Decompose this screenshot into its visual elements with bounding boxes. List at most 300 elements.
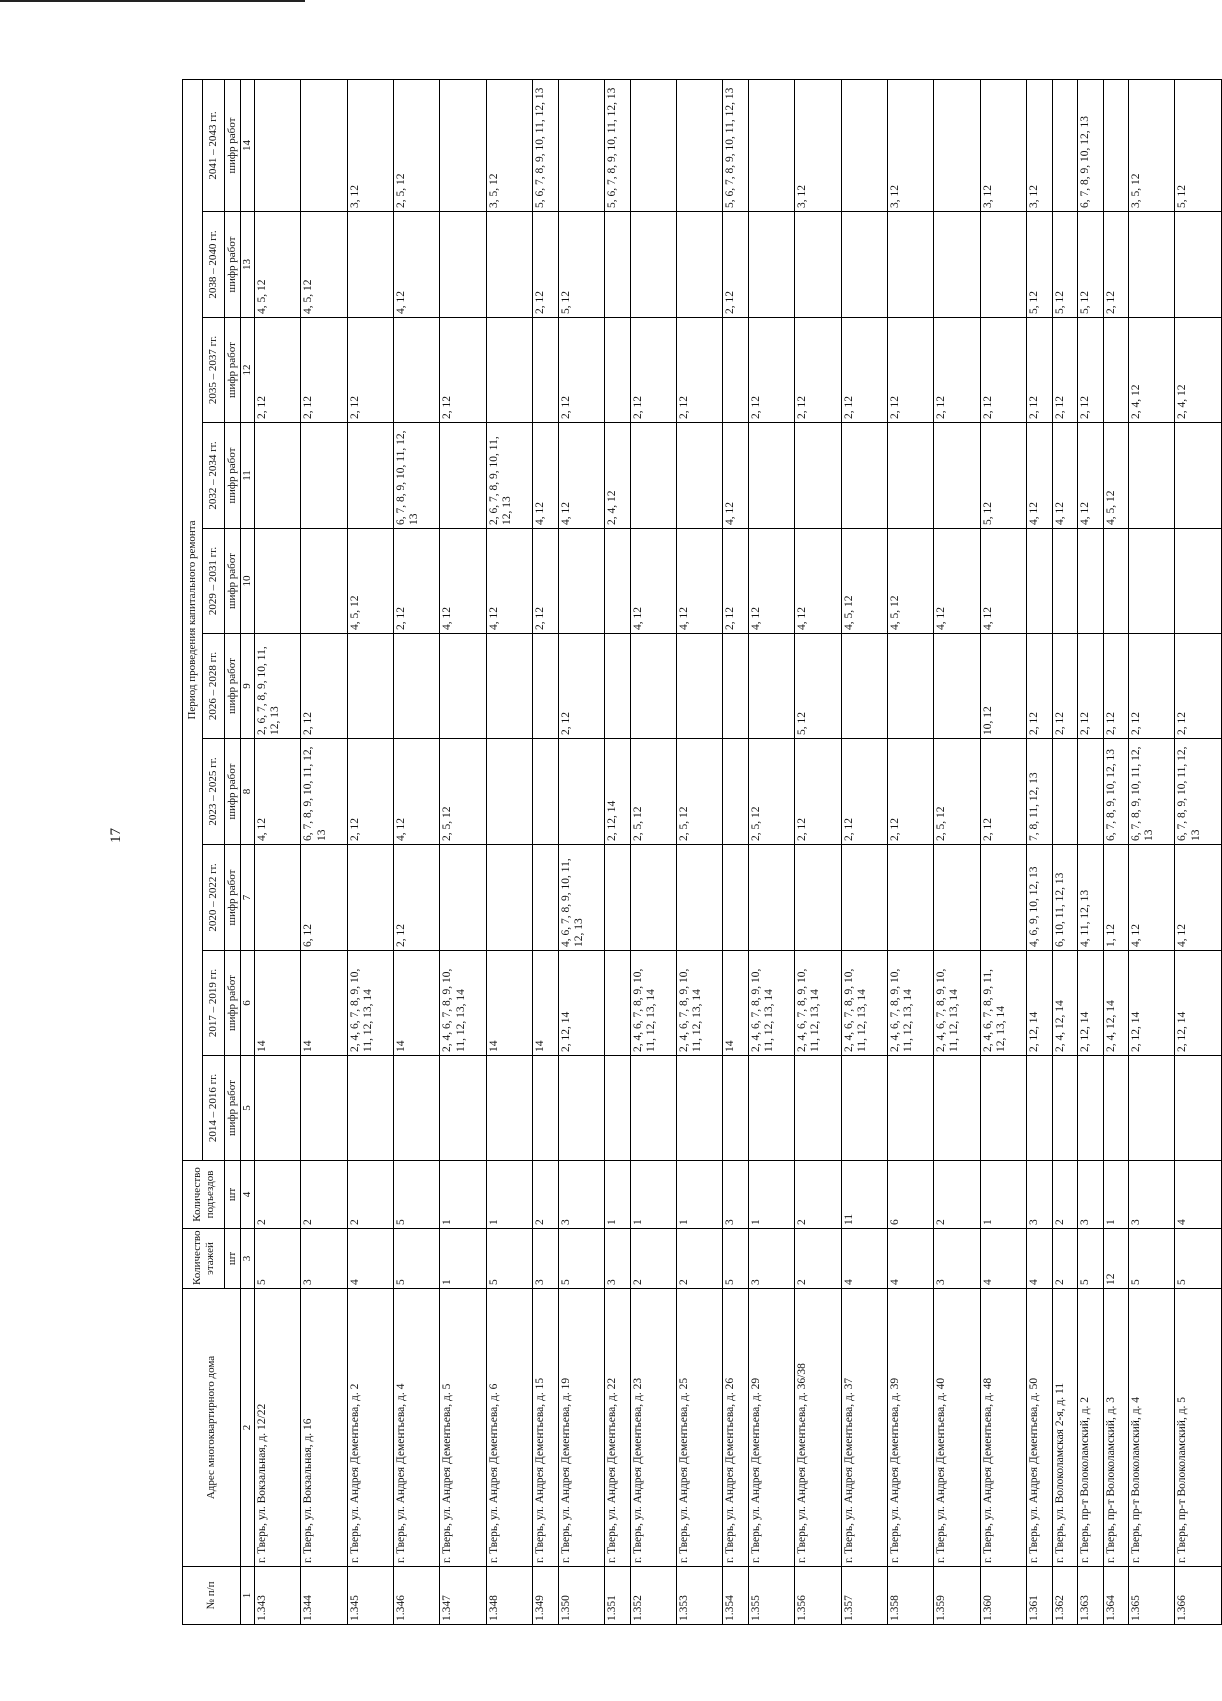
- row-work-codes: [676, 845, 722, 951]
- row-work-codes: 2, 4, 12, 14: [1052, 951, 1078, 1056]
- column-number: 12: [241, 318, 255, 423]
- row-number: 1.354: [723, 1567, 749, 1625]
- column-number: 8: [241, 739, 255, 845]
- row-entrances: 3: [1129, 1161, 1175, 1229]
- row-work-codes: 2, 12: [723, 212, 749, 318]
- row-entrances: 1: [980, 1161, 1026, 1229]
- column-number: 5: [241, 1056, 255, 1161]
- row-work-codes: 2, 4, 12: [1175, 318, 1222, 423]
- row-work-codes: 2, 12: [394, 529, 440, 634]
- row-work-codes: [605, 1056, 631, 1161]
- row-work-codes: 3, 12: [980, 79, 1026, 211]
- row-floors: 4: [887, 1229, 933, 1289]
- table-row: [301, 79, 347, 1624]
- row-work-codes: 2, 12: [558, 318, 604, 423]
- row-work-codes: 2, 4, 6, 7, 8, 9, 10, 11, 12, 13, 14: [748, 951, 794, 1056]
- row-entrances: 2: [1052, 1161, 1078, 1229]
- row-work-codes: [440, 1056, 486, 1161]
- row-entrances: 3: [1026, 1161, 1052, 1229]
- table-row: [1026, 79, 1052, 1624]
- row-work-codes: [394, 1056, 440, 1161]
- row-address: г. Тверь, ул. Андрея Дементьева, д. 19: [558, 1289, 604, 1567]
- row-work-codes: 5, 6, 7, 8, 9, 10, 11, 12, 13: [533, 79, 559, 211]
- row-work-codes: [440, 845, 486, 951]
- row-work-codes: [841, 634, 887, 739]
- header-code: шифр работ: [225, 423, 241, 529]
- row-number: 1.360: [980, 1567, 1026, 1625]
- row-work-codes: 2, 5, 12: [676, 739, 722, 845]
- row-work-codes: 4, 12: [1129, 845, 1175, 951]
- row-work-codes: [1103, 1056, 1129, 1161]
- row-work-codes: 2, 12: [533, 212, 559, 318]
- row-work-codes: 6, 7, 8, 9, 10, 12, 13: [1103, 739, 1129, 845]
- row-floors: 4: [980, 1229, 1026, 1289]
- table-row: [394, 79, 440, 1624]
- row-work-codes: [630, 634, 676, 739]
- row-number: 1.361: [1026, 1567, 1052, 1625]
- row-work-codes: 10, 12: [980, 634, 1026, 739]
- column-number: 13: [241, 212, 255, 318]
- row-work-codes: 5, 12: [980, 423, 1026, 529]
- row-address: г. Тверь, ул. Андрея Дементьева, д. 36/38: [795, 1289, 841, 1567]
- row-work-codes: [1103, 529, 1129, 634]
- table-row: [887, 79, 933, 1624]
- row-address: г. Тверь, ул. Андрея Дементьева, д. 4: [394, 1289, 440, 1567]
- row-work-codes: 4, 12: [394, 739, 440, 845]
- row-work-codes: [1078, 1056, 1104, 1161]
- row-work-codes: [301, 1056, 347, 1161]
- repair-schedule-table: [182, 79, 1222, 1625]
- row-work-codes: 5, 12: [1175, 79, 1222, 211]
- row-entrances: 1: [486, 1161, 532, 1229]
- row-work-codes: [980, 845, 1026, 951]
- row-work-codes: [748, 845, 794, 951]
- row-work-codes: 2, 12: [980, 318, 1026, 423]
- unit-floors: шт: [225, 1229, 241, 1289]
- row-work-codes: [1052, 79, 1078, 211]
- row-work-codes: 2, 12: [558, 634, 604, 739]
- row-work-codes: [723, 1056, 749, 1161]
- row-work-codes: 4, 12: [1052, 423, 1078, 529]
- row-work-codes: 4, 12: [934, 529, 980, 634]
- row-entrances: 1: [440, 1161, 486, 1229]
- row-work-codes: [934, 79, 980, 211]
- row-work-codes: [605, 634, 631, 739]
- row-floors: 5: [1175, 1229, 1222, 1289]
- row-number: 1.349: [533, 1567, 559, 1625]
- row-address: г. Тверь, ул. Андрея Дементьева, д. 40: [934, 1289, 980, 1567]
- table-row: [630, 79, 676, 1624]
- row-work-codes: [676, 79, 722, 211]
- row-work-codes: [440, 634, 486, 739]
- row-work-codes: 14: [255, 951, 301, 1056]
- table-row: [748, 79, 794, 1624]
- row-work-codes: [1129, 529, 1175, 634]
- row-work-codes: 4, 5, 12: [1103, 423, 1129, 529]
- row-work-codes: 5, 6, 7, 8, 9, 10, 11, 12, 13: [723, 79, 749, 211]
- row-work-codes: 3, 12: [795, 79, 841, 211]
- row-work-codes: 2, 12: [1026, 318, 1052, 423]
- row-work-codes: 5, 12: [1026, 212, 1052, 318]
- row-work-codes: [630, 423, 676, 529]
- row-work-codes: [347, 634, 393, 739]
- row-work-codes: [533, 845, 559, 951]
- row-work-codes: [841, 212, 887, 318]
- header-code: шифр работ: [225, 1056, 241, 1161]
- row-work-codes: [1103, 79, 1129, 211]
- row-entrances: 6: [887, 1161, 933, 1229]
- row-entrances: 1: [748, 1161, 794, 1229]
- row-floors: 5: [394, 1229, 440, 1289]
- row-work-codes: 3, 5, 12: [486, 79, 532, 211]
- row-work-codes: 6, 7, 8, 9, 10, 11, 12, 13: [1129, 739, 1175, 845]
- row-work-codes: [841, 79, 887, 211]
- row-floors: 5: [255, 1229, 301, 1289]
- row-work-codes: [1175, 1056, 1222, 1161]
- row-floors: 4: [841, 1229, 887, 1289]
- row-number: 1.355: [748, 1567, 794, 1625]
- row-work-codes: [533, 1056, 559, 1161]
- row-work-codes: 5, 12: [558, 212, 604, 318]
- header-floors: Количество этажей: [183, 1229, 225, 1289]
- row-entrances: 1: [676, 1161, 722, 1229]
- row-work-codes: 4, 5, 12: [347, 529, 393, 634]
- unit-entrances: шт: [225, 1161, 241, 1229]
- table-row: [934, 79, 980, 1624]
- row-work-codes: 2, 4, 12, 14: [1103, 951, 1129, 1056]
- row-work-codes: 2, 12: [934, 318, 980, 423]
- row-work-codes: 6, 12: [301, 845, 347, 951]
- top-rule: [0, 0, 305, 2]
- row-work-codes: 4, 12: [558, 423, 604, 529]
- row-work-codes: [795, 423, 841, 529]
- row-work-codes: 2, 12: [255, 318, 301, 423]
- row-address: г. Тверь, ул. Андрея Дементьева, д. 15: [533, 1289, 559, 1567]
- table-row: [676, 79, 722, 1624]
- row-work-codes: [486, 212, 532, 318]
- row-work-codes: [980, 212, 1026, 318]
- row-work-codes: [347, 423, 393, 529]
- header-address: Адрес многоквартирного дома: [183, 1289, 241, 1567]
- row-work-codes: 2, 12: [887, 739, 933, 845]
- row-work-codes: [1026, 1056, 1052, 1161]
- row-work-codes: [558, 79, 604, 211]
- row-number: 1.358: [887, 1567, 933, 1625]
- row-work-codes: 2, 12, 14: [1129, 951, 1175, 1056]
- row-work-codes: [558, 1056, 604, 1161]
- row-entrances: 1: [630, 1161, 676, 1229]
- row-number: 1.344: [301, 1567, 347, 1625]
- table-row: [980, 79, 1026, 1624]
- row-work-codes: 4, 5, 12: [301, 212, 347, 318]
- row-work-codes: 2, 4, 6, 7, 8, 9, 10, 11, 12, 13, 14: [887, 951, 933, 1056]
- column-number: 9: [241, 634, 255, 739]
- row-number: 1.343: [255, 1567, 301, 1625]
- column-number: 10: [241, 529, 255, 634]
- row-work-codes: [723, 739, 749, 845]
- row-work-codes: [630, 1056, 676, 1161]
- table-row: [1175, 79, 1222, 1624]
- row-work-codes: [887, 423, 933, 529]
- row-work-codes: 2, 4, 6, 7, 8, 9, 10, 11, 12, 13, 14: [934, 951, 980, 1056]
- row-work-codes: [347, 1056, 393, 1161]
- row-number: 1.348: [486, 1567, 532, 1625]
- header-code: шифр работ: [225, 212, 241, 318]
- row-work-codes: 4, 5, 12: [255, 212, 301, 318]
- header-code: шифр работ: [225, 634, 241, 739]
- row-work-codes: [533, 739, 559, 845]
- row-work-codes: 14: [533, 951, 559, 1056]
- table-row: [558, 79, 604, 1624]
- row-work-codes: 4, 12: [255, 739, 301, 845]
- row-address: г. Тверь, ул. Андрея Дементьева, д. 5: [440, 1289, 486, 1567]
- header-period-title: Период проведения капитального ремонта: [183, 79, 203, 1160]
- row-number: 1.357: [841, 1567, 887, 1625]
- row-address: г. Тверь, ул. Андрея Дементьева, д. 6: [486, 1289, 532, 1567]
- header-no: № п/п: [183, 1567, 241, 1625]
- row-work-codes: [1129, 423, 1175, 529]
- row-work-codes: [723, 318, 749, 423]
- row-entrances: 2: [255, 1161, 301, 1229]
- row-work-codes: 2, 12: [394, 845, 440, 951]
- row-work-codes: [676, 1056, 722, 1161]
- row-work-codes: [440, 79, 486, 211]
- row-work-codes: [605, 529, 631, 634]
- row-work-codes: [723, 845, 749, 951]
- row-floors: 5: [558, 1229, 604, 1289]
- row-work-codes: [748, 79, 794, 211]
- row-work-codes: [934, 212, 980, 318]
- row-work-codes: 2, 12: [980, 739, 1026, 845]
- row-work-codes: 5, 6, 7, 8, 9, 10, 11, 12, 13: [605, 79, 631, 211]
- row-work-codes: [486, 845, 532, 951]
- row-work-codes: 1, 12: [1103, 845, 1129, 951]
- column-number: 14: [241, 79, 255, 211]
- row-work-codes: 2, 4, 12: [605, 423, 631, 529]
- row-work-codes: 2, 12: [1078, 634, 1104, 739]
- row-work-codes: [1052, 529, 1078, 634]
- row-work-codes: 2, 12: [676, 318, 722, 423]
- row-work-codes: [795, 212, 841, 318]
- rotated-table-container: [182, 80, 1222, 1625]
- row-work-codes: [558, 529, 604, 634]
- header-code: шифр работ: [225, 529, 241, 634]
- row-work-codes: 2, 12, 14: [1078, 951, 1104, 1056]
- row-work-codes: [347, 845, 393, 951]
- column-number: 6: [241, 951, 255, 1056]
- row-work-codes: 6, 7, 8, 9, 10, 11, 12, 13: [1175, 739, 1222, 845]
- row-work-codes: [676, 634, 722, 739]
- row-work-codes: [486, 318, 532, 423]
- row-work-codes: 2, 12: [887, 318, 933, 423]
- row-work-codes: [934, 1056, 980, 1161]
- row-work-codes: 2, 12: [748, 318, 794, 423]
- row-work-codes: [676, 212, 722, 318]
- row-work-codes: [630, 212, 676, 318]
- row-work-codes: [255, 423, 301, 529]
- row-entrances: 2: [347, 1161, 393, 1229]
- table-row: [841, 79, 887, 1624]
- row-work-codes: [558, 739, 604, 845]
- header-period: 2026 – 2028 гг.: [203, 634, 225, 739]
- row-work-codes: [723, 634, 749, 739]
- row-work-codes: [1129, 1056, 1175, 1161]
- row-work-codes: 2, 4, 6, 7, 8, 9, 10, 11, 12, 13, 14: [841, 951, 887, 1056]
- row-work-codes: [486, 1056, 532, 1161]
- row-work-codes: [934, 423, 980, 529]
- row-work-codes: [394, 318, 440, 423]
- row-work-codes: 4, 12: [486, 529, 532, 634]
- row-work-codes: 2, 4, 6, 7, 8, 9, 10, 11, 12, 13, 14: [347, 951, 393, 1056]
- header-entrances: Количество подъездов: [183, 1161, 225, 1229]
- row-work-codes: [841, 423, 887, 529]
- row-work-codes: [301, 529, 347, 634]
- row-address: г. Тверь, ул. Вокзальная, д. 12/22: [255, 1289, 301, 1567]
- row-floors: 2: [1052, 1229, 1078, 1289]
- row-address: г. Тверь, ул. Андрея Дементьева, д. 29: [748, 1289, 794, 1567]
- row-work-codes: 2, 12: [301, 634, 347, 739]
- row-address: г. Тверь, ул. Волоколамская 2-я, д. 11: [1052, 1289, 1078, 1567]
- row-floors: 1: [440, 1229, 486, 1289]
- row-work-codes: 4, 12: [795, 529, 841, 634]
- row-work-codes: [887, 845, 933, 951]
- row-work-codes: [255, 1056, 301, 1161]
- row-address: г. Тверь, пр-т Волоколамский, д. 5: [1175, 1289, 1222, 1567]
- table-row: [1103, 79, 1129, 1624]
- row-floors: 3: [605, 1229, 631, 1289]
- row-work-codes: 2, 12, 14: [1026, 951, 1052, 1056]
- row-work-codes: [605, 318, 631, 423]
- row-work-codes: [605, 845, 631, 951]
- row-entrances: 2: [795, 1161, 841, 1229]
- row-work-codes: [934, 634, 980, 739]
- row-work-codes: [887, 1056, 933, 1161]
- row-address: г. Тверь, пр-т Волоколамский, д. 2: [1078, 1289, 1104, 1567]
- page-number: 17: [108, 828, 124, 843]
- row-address: г. Тверь, пр-т Волоколамский, д. 3: [1103, 1289, 1129, 1567]
- row-work-codes: [934, 845, 980, 951]
- row-address: г. Тверь, ул. Андрея Дементьева, д. 26: [723, 1289, 749, 1567]
- row-work-codes: 2, 12: [1103, 634, 1129, 739]
- row-work-codes: 4, 12: [1175, 845, 1222, 951]
- row-floors: 4: [1026, 1229, 1052, 1289]
- row-work-codes: 2, 12: [1052, 634, 1078, 739]
- header-period: 2029 – 2031 гг.: [203, 529, 225, 634]
- row-work-codes: [605, 951, 631, 1056]
- table-row: [255, 79, 301, 1624]
- row-number: 1.350: [558, 1567, 604, 1625]
- row-work-codes: [255, 529, 301, 634]
- table-row: [795, 79, 841, 1624]
- row-floors: 5: [1129, 1229, 1175, 1289]
- header-code: шифр работ: [225, 318, 241, 423]
- row-work-codes: 4, 12: [394, 212, 440, 318]
- row-work-codes: 2, 5, 12: [630, 739, 676, 845]
- row-work-codes: 4, 6, 9, 10, 12, 13: [1026, 845, 1052, 951]
- row-entrances: 1: [605, 1161, 631, 1229]
- row-work-codes: 5, 12: [1052, 212, 1078, 318]
- header-period: 2032 – 2034 гг.: [203, 423, 225, 529]
- row-entrances: 1: [1103, 1161, 1129, 1229]
- row-address: г. Тверь, ул. Андрея Дементьева, д. 39: [887, 1289, 933, 1567]
- row-work-codes: 4, 12: [980, 529, 1026, 634]
- row-work-codes: [980, 1056, 1026, 1161]
- row-number: 1.346: [394, 1567, 440, 1625]
- row-floors: 2: [676, 1229, 722, 1289]
- row-work-codes: 2, 12: [841, 739, 887, 845]
- table-row: [1129, 79, 1175, 1624]
- row-work-codes: [301, 423, 347, 529]
- row-work-codes: [605, 212, 631, 318]
- row-work-codes: [533, 318, 559, 423]
- header-period: 2038 – 2040 гг.: [203, 212, 225, 318]
- row-work-codes: 14: [723, 951, 749, 1056]
- row-work-codes: 6, 7, 8, 9, 10, 12, 13: [1078, 79, 1104, 211]
- row-entrances: 2: [301, 1161, 347, 1229]
- table-row: [440, 79, 486, 1624]
- row-work-codes: 2, 12: [1129, 634, 1175, 739]
- row-work-codes: 2, 12: [1078, 318, 1104, 423]
- row-work-codes: [255, 845, 301, 951]
- row-work-codes: 2, 4, 6, 7, 8, 9, 10, 11, 12, 13, 14: [676, 951, 722, 1056]
- row-work-codes: 4, 5, 12: [887, 529, 933, 634]
- row-number: 1.351: [605, 1567, 631, 1625]
- row-work-codes: [1175, 423, 1222, 529]
- row-floors: 3: [934, 1229, 980, 1289]
- header-period: 2023 – 2025 гг.: [203, 739, 225, 845]
- row-entrances: 2: [934, 1161, 980, 1229]
- row-work-codes: 2, 5, 12: [394, 79, 440, 211]
- table-row: [723, 79, 749, 1624]
- row-work-codes: [1103, 318, 1129, 423]
- header-period: 2017 – 2019 гг.: [203, 951, 225, 1056]
- row-work-codes: 5, 12: [1078, 212, 1104, 318]
- row-work-codes: 2, 4, 6, 7, 8, 9, 10, 11, 12, 13, 14: [630, 951, 676, 1056]
- row-work-codes: 2, 12: [795, 739, 841, 845]
- row-number: 1.366: [1175, 1567, 1222, 1625]
- row-work-codes: 2, 4, 6, 7, 8, 9, 11, 12, 13, 14: [980, 951, 1026, 1056]
- row-work-codes: 4, 12: [723, 423, 749, 529]
- row-number: 1.364: [1103, 1567, 1129, 1625]
- row-work-codes: [394, 634, 440, 739]
- row-work-codes: 2, 12: [723, 529, 749, 634]
- row-work-codes: 14: [301, 951, 347, 1056]
- row-number: 1.353: [676, 1567, 722, 1625]
- row-work-codes: 2, 12: [1052, 318, 1078, 423]
- row-work-codes: [1026, 529, 1052, 634]
- row-work-codes: 2, 12: [630, 318, 676, 423]
- row-number: 1.365: [1129, 1567, 1175, 1625]
- row-address: г. Тверь, ул. Андрея Дементьева, д. 22: [605, 1289, 631, 1567]
- row-work-codes: 4, 12: [1026, 423, 1052, 529]
- row-work-codes: 2, 12: [841, 318, 887, 423]
- row-work-codes: [1052, 739, 1078, 845]
- row-floors: 5: [723, 1229, 749, 1289]
- row-work-codes: 2, 12: [301, 318, 347, 423]
- row-work-codes: 2, 4, 12: [1129, 318, 1175, 423]
- row-work-codes: [255, 79, 301, 211]
- row-work-codes: [486, 739, 532, 845]
- table-row: [1052, 79, 1078, 1624]
- row-work-codes: 2, 12: [347, 318, 393, 423]
- row-work-codes: [748, 212, 794, 318]
- row-floors: 4: [347, 1229, 393, 1289]
- column-number: 2: [241, 1289, 255, 1567]
- row-floors: 3: [301, 1229, 347, 1289]
- row-work-codes: [795, 1056, 841, 1161]
- row-work-codes: 2, 5, 12: [934, 739, 980, 845]
- row-floors: 3: [748, 1229, 794, 1289]
